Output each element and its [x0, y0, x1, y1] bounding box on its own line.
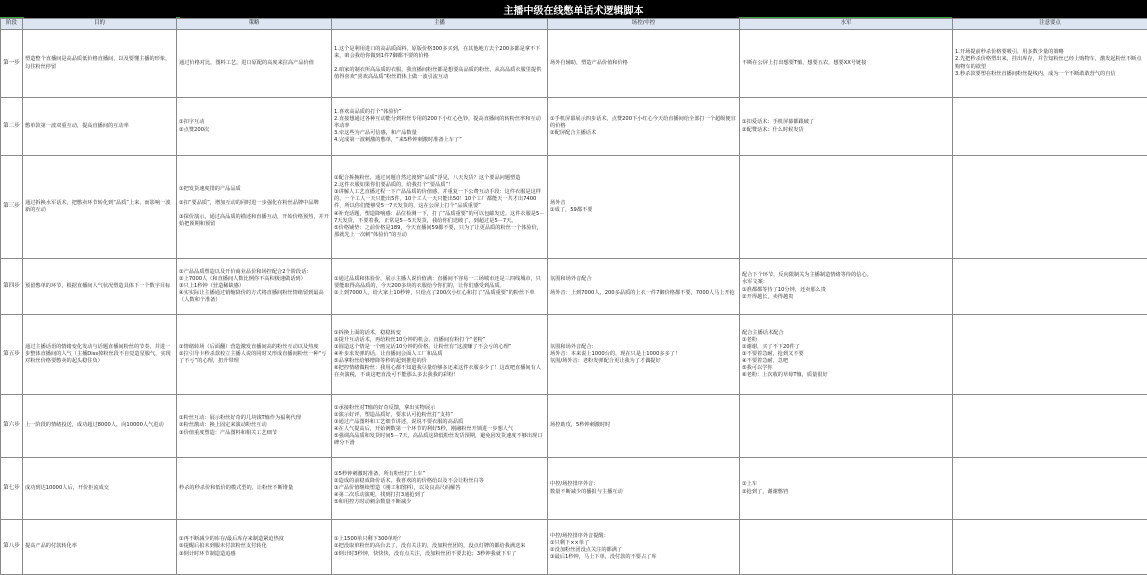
notes-cell[interactable]: 1.开场提前秒杀价格要吸引，用多数少量的策略 2.先把秒杀价格塑出来，挂出库存，并告知粉丝已经上购物车，激发起粉丝不断点购物车的欲望 3.秒杀款要塑在粉丝直播间粉丝提线内，成为一个不断敢敢营气的自信 [953, 30, 1147, 98]
control-cell[interactable]: 氛围和场外音配合 场外音：上到7000人，200多品质的上衣一件7御价格都不要，7000人马上开抢 [548, 259, 740, 315]
goal-cell[interactable]: 预留憋单的环节，根据直播间人气状况塑造具体下一个数字目标 [23, 259, 177, 315]
strategy-cell[interactable]: ①扣字互动 ②点赞200次 [177, 98, 332, 156]
script-table [0, 18, 1147, 575]
goal-cell[interactable]: 上一阶段的情绪投送，成功超过8000人，向10000人气进动 [23, 395, 177, 458]
host-cell[interactable]: ①上1500单只剩下300单哈？ ②把没取单粉丝的高台去了，没有关注的，没加粉丝团的，没点灯牌的都给我满送来 ③倒计时3秒钟，快快快，没有点关注，没加粉丝团不要去抢；3秒钟我就下车了 [332, 520, 548, 575]
stage-cell[interactable]: 第二步 [1, 98, 23, 156]
strategy-cell[interactable]: ①粉丝互动：展示粉丝好奇的几块钱T恤作为福利代理 ②粉丝激动：换上固定来演动粉丝互动 ③价值重度塑造：产品图料和相关工艺细节 [177, 395, 332, 458]
army-cell[interactable] [740, 395, 953, 458]
table-row [1, 520, 1147, 575]
stage-cell[interactable]: 第一步 [1, 30, 23, 98]
table-row [1, 395, 1147, 458]
stage-cell[interactable]: 第六步 [1, 395, 23, 458]
strategy-cell[interactable]: ①再不断减少的库存/最后库存来制造紧迫热度 ②提醒后拍未到服未付款粉丝支付转化 ③倒计时环节制造造追感 [177, 520, 332, 575]
table-row [1, 98, 1147, 156]
header-goal[interactable]: 目的 [23, 19, 177, 30]
table-body [1, 30, 1147, 575]
stage-cell[interactable]: 第四步 [1, 259, 23, 315]
control-cell[interactable]: 中控/场控排序外音提醒： ①只剩下××单了 ②没加粉丝团没点关注的都满了 ③最后1秒钟，马上下单，没付款的不要占了库 [548, 520, 740, 575]
control-cell[interactable]: ①手机屏幕展示四步话术，点赞200下小红心今天给直播间给全部打一个超级便宜的价格 ②配屏配合主播话术 [548, 98, 740, 156]
control-cell[interactable]: 场外音 ①成了，59都不要 [548, 156, 740, 259]
header-strategy[interactable]: 策略 [177, 19, 332, 30]
header-notes[interactable]: 注意要点 [953, 19, 1147, 30]
goal-cell[interactable]: 提高产品的付款转化率 [23, 520, 177, 575]
title-bar [0, 0, 1147, 18]
army-cell[interactable]: 配合下个环节，反向限制关为主播制造情绪等待的信心。 水军文案： ①准都都等待了10分钟，还卖那么贵 ②开得越长，卖得越贵 [740, 259, 953, 315]
goal-cell[interactable]: 通过主播话语的情绪变化发动与话题直播间粉丝的节奏，并进一步整体直播间的人气（主播Diss掉粉丝段不自觉造星服气，实现对粉丝价格要憋卖的起头稳住负） [23, 315, 177, 395]
army-cell[interactable]: 配合主播话术配合 ①老粉 ②谢谢，买了不下20件了 ③不要着急耐，抢到又不要 ④不要着急耐，急吧 ⑤我可以学你 ⑥老粉：上次收的草莓T恤，质量很好 [740, 315, 953, 395]
notes-cell[interactable] [953, 520, 1147, 575]
header-row [1, 19, 1147, 30]
stage-cell[interactable]: 第三步 [1, 156, 23, 259]
notes-cell[interactable] [953, 395, 1147, 458]
control-cell[interactable]: 中控/场控排序外音： 数量不断减少的播报与主播互动 [548, 458, 740, 520]
goal-cell[interactable]: 塑造整个直播间是高品质低价格直播间，以及要懂主播的形象，勾住粉丝停留 [23, 30, 177, 98]
header-host[interactable]: 主播 [332, 19, 548, 30]
stage-cell[interactable]: 第七步 [1, 458, 23, 520]
control-cell[interactable]: 氛围和场外音配合： 场外音：本来说上1000台的，现在只是上1000多多了！ 氛围/场外音：老粉发弹配合更让我为了才偶提好 [548, 315, 740, 395]
notes-cell[interactable] [953, 315, 1147, 395]
strategy-cell[interactable]: ①情绪转场（后面翻）营造激发直播间高的粉丝互动以及热度 ②拉引导卡秒杀款校立主播人说的同时又形成直播间粉丝一种“亏了不亏”的心理，扭升带理 [177, 315, 332, 395]
stage-cell[interactable]: 第五步 [1, 315, 23, 395]
goal-cell[interactable]: 通过拆换水军话术，把憋卖环节转化到“品质”上来，而影响一波新的互动 [23, 156, 177, 259]
strategy-cell[interactable]: 通过价格对比，图料工艺，进口原配的高度来拉高产品价值 [177, 30, 332, 98]
table-row [1, 458, 1147, 520]
army-cell[interactable] [740, 520, 953, 575]
header-stage[interactable]: 阶段 [1, 19, 23, 30]
header-control[interactable]: 场控/中控 [548, 19, 740, 30]
army-cell[interactable]: 不断在公屏上打出想要T恤，想要五农，想要XX号链接 [740, 30, 953, 98]
strategy-cell[interactable]: 秒杀的秒杀价和低价的模式型的，让粉丝不断堆量 [177, 458, 332, 520]
control-cell[interactable]: 场控助攻，5秒钟刺激时时 [548, 395, 740, 458]
notes-cell[interactable] [953, 98, 1147, 156]
control-cell[interactable]: 场外自辅助，塑造产品价值和价格 [548, 30, 740, 98]
army-cell[interactable] [740, 156, 953, 259]
army-cell[interactable]: ①扣爱话术：手机屏幕都跟破了 ②配赞话术：什么时候发货 [740, 98, 953, 156]
notes-cell[interactable] [953, 259, 1147, 315]
notes-cell[interactable] [953, 156, 1147, 259]
strategy-cell[interactable]: ①产品品质塑造以及开价商业品价和场控配合2个阶段话： ②上7000人（和直播间人数比例你不高积极速做话到） ③只上1秒钟（营造稀缺感） ④实实际让主播通过销缩降价的方式将直播间粉丝情绪留到最高（人数和个准备） [177, 259, 332, 315]
army-cell[interactable]: ①上车 ②抢到了，谢谢憋铛 [740, 458, 953, 520]
host-cell[interactable]: 1.喜欢高品质的打个“体验价” 2.直接想通过各种互动能分到粉丝专用的200下小红心色钞，提高直播间的转粉丝率和互动率动率 3.牵这些为产品可信感，和产品数量 4.完成第一波刺激的憋单，“来5秒钟刺激时准备上车了” [332, 98, 548, 156]
header-army[interactable]: 水军 [740, 19, 953, 30]
goal-cell[interactable]: 憋单款第一波双重互动，提高直播间的互动率 [23, 98, 177, 156]
host-cell[interactable]: ①承接粉丝对T恤的好奇反馈，拿出实物展示 ②演示好评，塑造品质好，要求认可抢粉丝打“支持” ③通过产品图料和工艺细节讲述，说说不要衣服的高品质 ④在人气提高后，开始例数第一个环节的利好5秒，刚融粉丝开锁进一步想人气 ⑤强调高品质和发货时间5－7天，高品质这降低粉丝发货预期，避免因发货速度不够出现口碑分下滑 [332, 395, 548, 458]
table-row [1, 259, 1147, 315]
host-cell[interactable]: 1.这个是利用进口的高品质面料，原版价格300多买到，在其他地方去个200多都是拿不下来，咱会我给你做到1件7御都不要的价格 2.咱家的制衣所高品质的衣服，我直播间粉丝都是想要高品质的粉丝，从高品质衣服里提供值得喜欢“喜欢高品质”粉丝群体上做一波引流互动 [332, 30, 548, 98]
stage-cell[interactable]: 第八步 [1, 520, 23, 575]
notes-cell[interactable] [953, 458, 1147, 520]
table-row [1, 315, 1147, 395]
strategy-cell[interactable]: ①把发货速度排的产品品质 ②扣“要品质”，增加互动的同时进一步强化在粉丝品牌中品牌 ③探价演示，通过高品质的描述和直播互动，开始价格预热，并开始把预期和预留 [177, 156, 332, 259]
goal-cell[interactable]: 成功到达10000人后，开价拒流成交 [23, 458, 177, 520]
table-row [1, 156, 1147, 259]
host-cell[interactable]: ①配合拆换粉丝，通过问题自然过渡到“品质”浮晃，八天发货？这个要品问题塑造 2.这件衣服如果你们要品质的，给我打个“要品质”！ ③讲解人工艺直播过程一下产品品质的价值感，并重复一下公费互动手段：这件衣服是这样的，一个工人一天只能出5件，10个工人一天只能出50！10个工厂都能天一共才出7400件，所以你们能够受5一7天发货的，这在公屏上打个“品质重要” ④补充话题，塑造降响感：品位检测一下，打了“品质重要”的可以包邮发送。这件衣服是5－7天发货，不要着我，正常是5－5天发货，我给你们送破了，到超过是5－7天。 ⑤价格铺垫：之前价格是189，今天直播间59都不要，只为了让更品质的粉丝一个体验价，那就先上一次刺“体验价”的互动 [332, 156, 548, 259]
host-cell[interactable]: ①5秒钟刺激时准备，所有粉丝打“上车” ②造成的前稳成降价话术，我喜欢的的价格给以及不会让粉丝白等 ③产品价值继续塑造（刚工和图料），以及良高尺码解答 ④第二次乐动演呢，找到打打3通抢到了 ⑤和用控方时动刺余数量不断减少 [332, 458, 548, 520]
host-cell[interactable]: ①拆换上面的话术，稳稳转变 ②提升互动话术，再给粉丝10分钟的机会，直播间有粉打个“老粉” ③圆造这个情是一个画完话10分钟的价格，让粉丝有“这波赚了不会亏的心理” ④补步求发弹的话，让直播间会面人工厂和品质 ⑤品拿粉丝给够增降等秒的起到推进的价 ⑥把控情绪做粉丝：我用心都不知道我尽量给够多还来这件衣服多少了！这改吧直播间有人在卖演税，不谈这吧直没可不能那么多去我我的彩粉！ [332, 315, 548, 395]
table-row [1, 30, 1147, 98]
host-cell[interactable]: ①通过品质和体验价，展示主播人说价值满：直播间不容易一二场城市还是三四线城市，只要能取得高品质的，今天200多块的衣服给今你们的，让你们感受到品质。 ②上到7000人，给大家上10秒钟，只给点了200次小红心和打了“品质重要”的粉丝下单 [332, 259, 548, 315]
sheet-title: 主播中级在线憋单话术逻辑脚本 [0, 2, 1147, 17]
